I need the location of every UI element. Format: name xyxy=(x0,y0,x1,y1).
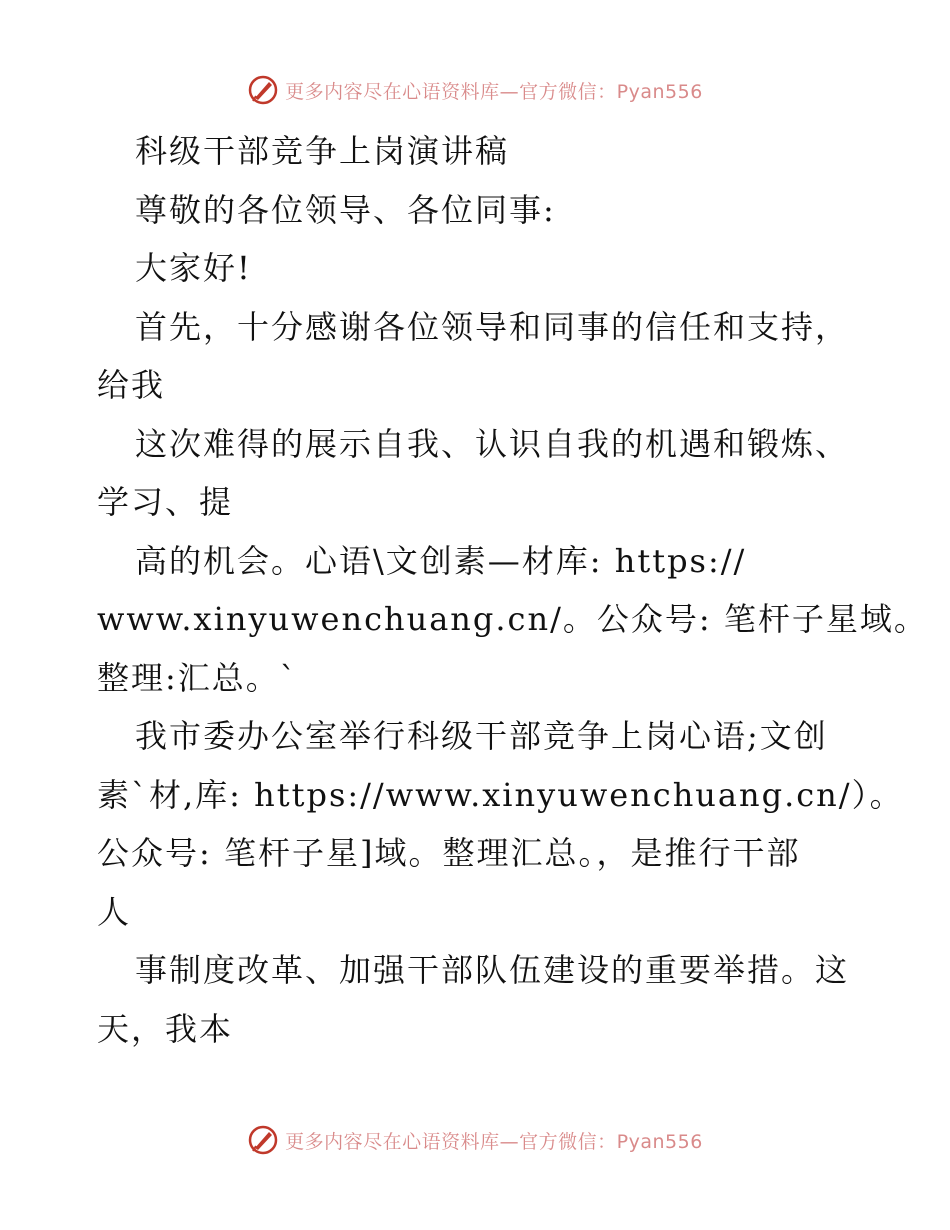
paragraph-line: 整理:汇总。` xyxy=(97,658,298,697)
header-banner-text: 更多内容尽在心语资料库—官方微信：Pyan556 xyxy=(285,80,703,103)
paragraph-line: 人 xyxy=(97,892,132,931)
paragraph-line: 天，我本 xyxy=(97,1009,234,1048)
document-title: 科级干部竞争上岗演讲稿 xyxy=(135,132,510,170)
footer-banner-text: 更多内容尽在心语资料库—官方微信：Pyan556 xyxy=(285,1130,703,1153)
paragraph-line: 事制度改革、加强干部队伍建设的重要举措。这 xyxy=(135,951,850,989)
paragraph-line: 素`材,库: https://www.xinyuwenchuang.cn/）。 xyxy=(97,775,904,814)
paragraph-line: 学习、提 xyxy=(97,483,234,521)
footer-banner xyxy=(0,1120,950,1160)
document-body xyxy=(97,122,928,1058)
header-banner xyxy=(0,70,950,110)
salutation: 尊敬的各位领导、各位同事: xyxy=(135,190,556,229)
quill-pen-logo-icon xyxy=(247,74,279,106)
quill-pen-logo-icon xyxy=(247,1124,279,1156)
paragraph-line: 公众号: 笔杆子星]域。整理汇总。，是推行干部 xyxy=(97,834,801,872)
greeting: 大家好! xyxy=(135,249,252,287)
paragraph-line: 这次难得的展示自我、认识自我的机遇和锻炼、 xyxy=(135,424,850,463)
paragraph-line: 首先，十分感谢各位领导和同事的信任和支持， xyxy=(135,307,850,346)
paragraph-line: 高的机会。心语\文创素—材库: https:// xyxy=(135,541,747,580)
paragraph-line: www.xinyuwenchuang.cn/。公众号: 笔杆子星域。 xyxy=(97,600,928,638)
paragraph-line: 我市委办公室举行科级干部竞争上岗心语;文创 xyxy=(135,717,828,755)
paragraph-line: 给我 xyxy=(97,366,166,404)
